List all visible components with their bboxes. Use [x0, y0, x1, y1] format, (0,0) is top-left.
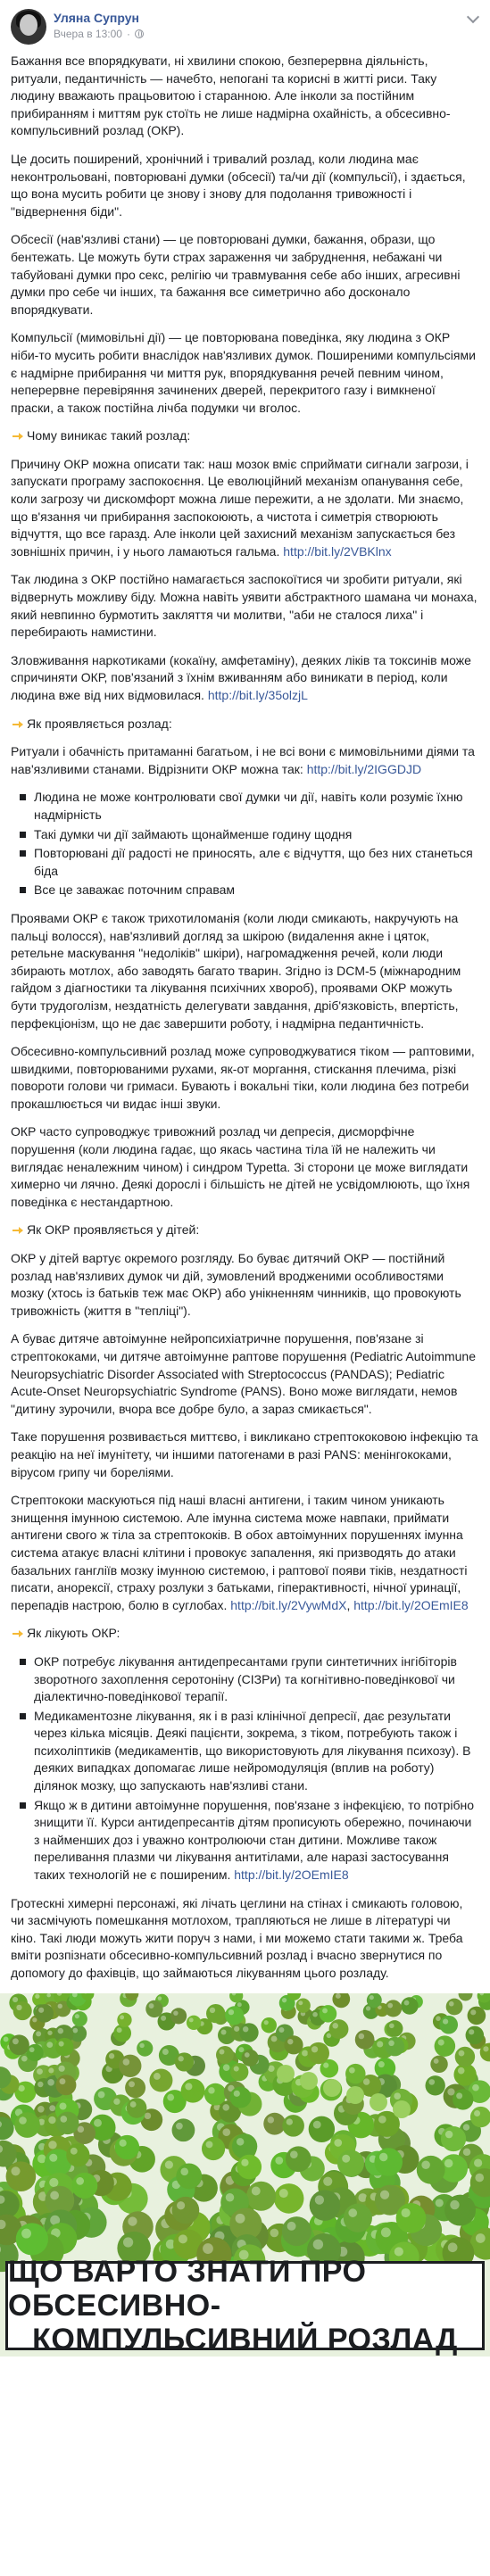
pea — [320, 2005, 337, 2023]
pea-highlight — [75, 2014, 79, 2018]
paragraph: Проявами ОКР є також трихотиломанія (коли люди смикають, накручують на пальці волосся), нав'язливий догляд за шкірою (видалення акне і цяток, ретельне маскування "недоліків" шкіри), нагромадження речей, коли люди збирають мотлох, або заводять багато тварин. Згідно із DCM-5 (міжнародним гайдом з діагностики та лікування психічних хвороб), проявами ОКР можуть бути трудоголізм, нездатність делегувати завдання, дріб'язковість, впертість, перфекціонізм, що не дає завершити роботу, і надмірна педантичність. — [11, 910, 461, 1031]
pea-highlight — [223, 2064, 230, 2071]
pea-highlight — [208, 2087, 214, 2093]
pea-highlight — [48, 2067, 54, 2073]
pea — [309, 2116, 335, 2141]
pea — [282, 2216, 311, 2246]
pea — [282, 2115, 304, 2137]
pea-highlight — [234, 2025, 239, 2031]
pea — [455, 2046, 475, 2066]
pea-highlight — [336, 1993, 341, 1999]
pea-highlight — [476, 2233, 486, 2243]
pea-highlight — [448, 2242, 458, 2252]
pea-highlight — [469, 2029, 474, 2034]
pea-highlight — [16, 2004, 21, 2009]
pea-highlight — [180, 2167, 188, 2175]
pea — [72, 2011, 87, 2026]
pea — [117, 2012, 131, 2026]
pea-highlight — [98, 2091, 105, 2098]
pea-highlight — [370, 1995, 374, 2000]
pea — [300, 2072, 318, 2090]
pea-highlight — [378, 2061, 385, 2067]
pea-highlight — [313, 2120, 321, 2128]
pea-highlight — [11, 2166, 20, 2175]
sep: · — [126, 28, 130, 40]
pea — [225, 2006, 244, 2025]
pea — [125, 2077, 145, 2098]
author-name[interactable]: Уляна Супрун — [54, 11, 139, 25]
pea-highlight — [348, 2208, 357, 2217]
pea — [277, 2065, 295, 2083]
pea-highlight — [154, 2073, 161, 2080]
pea-highlight — [377, 2041, 383, 2047]
pea — [237, 2154, 262, 2179]
pea — [346, 2086, 364, 2104]
pointing-hand-icon — [11, 1626, 25, 1640]
pea-highlight — [162, 2049, 169, 2055]
pea-highlight — [49, 2178, 58, 2187]
pea-highlight — [268, 2116, 274, 2123]
pea — [441, 2126, 466, 2151]
pea-highlight — [129, 2081, 135, 2087]
pea — [435, 2035, 456, 2057]
pea-highlight — [389, 2023, 394, 2028]
pea-highlight — [279, 2189, 288, 2198]
pea-highlight — [48, 2141, 56, 2149]
pea-highlight — [130, 2101, 137, 2108]
pea — [453, 2089, 473, 2109]
pea — [229, 2086, 251, 2108]
pea-highlight — [332, 2023, 338, 2029]
pea — [417, 2156, 445, 2184]
source-link[interactable]: http://bit.ly/2VBKlnx — [283, 543, 392, 559]
pea-highlight — [35, 1993, 39, 1998]
paragraph: ОКР у дітей вартує окремого розгляду. Бо буває дитячий ОКР — постійний розлад нав'язливих думок чи дій, зумовлений вродженими особливостями мозку (хтось із батьків теж має ОКР) або унікненням чинників, що провокують тривожність (життя в "тепліці"). — [11, 1251, 461, 1318]
pea-highlight — [421, 2160, 430, 2169]
pea-highlight — [434, 2058, 439, 2064]
pea-highlight — [189, 2017, 194, 2022]
pea — [329, 2019, 349, 2039]
pea-highlight — [58, 2027, 63, 2033]
pea — [149, 2068, 172, 2091]
pea-highlight — [76, 2177, 84, 2185]
pea — [370, 2093, 387, 2111]
pea-highlight — [71, 2147, 78, 2154]
pea — [310, 2190, 340, 2220]
source-link[interactable]: http://bit.ly/2VywMdX — [230, 1597, 347, 1612]
pea-highlight — [287, 2039, 293, 2044]
pea — [425, 2075, 444, 2095]
paragraph: Обсесії (нав'язливі стани) — це повторювані думки, бажання, образи, що бентежать. Це можуть бути страх зараження чи забруднення, небажані чи табуйовані думки про секс, релігію чи травмування себе або інших, агресивні думки про себе чи інших, та бажання все симетрично або досконало впорядкувати. — [11, 232, 461, 317]
pea — [137, 2040, 153, 2056]
image-caption-banner — [5, 2254, 485, 2357]
pea-highlight — [222, 2104, 229, 2111]
pea-highlight — [37, 2106, 45, 2113]
pea — [55, 2075, 76, 2095]
pea — [439, 2015, 458, 2033]
pea-highlight — [313, 2239, 323, 2249]
pea-highlight — [165, 2160, 173, 2168]
section-heading: Як ОКР проявляється у дітей: — [11, 1222, 479, 1239]
pea-highlight — [458, 2067, 465, 2074]
pea-highlight — [381, 2227, 391, 2237]
pea — [345, 2064, 366, 2084]
pea — [14, 2112, 40, 2138]
pea-highlight — [222, 2128, 230, 2136]
pea — [232, 2133, 257, 2158]
pea-highlight — [380, 2190, 389, 2199]
paragraph: Зловживання наркотиками (кокаїну, амфетаміну), деяких ліків та токсинів може спричиняти ОКР, пов'язаний з їхнім вживанням або виникати в період, коли людина вже від них відмовилася. http://bit.ly/35olzjL — [11, 652, 471, 702]
pea — [430, 2055, 447, 2072]
pea-highlight — [287, 2118, 293, 2125]
list-item: Медикаментозне лікування, як і в разі клінічної депресії, дає результати через кілька місяців. Деякі пацієнти, зокрема, з тіком, потребують також і психоліптиків (медикаментів, що використовують для лікування психозу). В деяких випадках допомагає лише нейромодуляція (вплив на роботу) ділянок мозку, що запускають нав'язливі стани. — [16, 1708, 479, 1795]
pea — [263, 2112, 286, 2134]
pea — [204, 2083, 227, 2105]
pea — [145, 2000, 162, 2017]
pea-highlight — [404, 2000, 410, 2005]
treatment-list — [11, 1653, 479, 1884]
pea-highlight — [438, 2039, 444, 2045]
pea-highlight — [275, 2157, 283, 2165]
pea-highlight — [48, 2116, 55, 2123]
section-heading: Як проявляється розлад: — [11, 716, 479, 733]
pea-highlight — [210, 2007, 215, 2012]
list-item: Повторювані дії радості не приносять, але є відчуття, що без них станеться біда — [16, 845, 479, 880]
pea-highlight — [474, 2110, 480, 2116]
pea-highlight — [483, 2046, 488, 2051]
pea-highlight — [245, 2052, 250, 2058]
pea — [172, 2196, 200, 2224]
pea — [386, 2036, 405, 2056]
pea-highlight — [322, 2008, 328, 2013]
post-meta — [54, 28, 144, 40]
pea — [355, 2030, 375, 2050]
pea-highlight — [176, 2122, 183, 2129]
post-timestamp[interactable]: Вчера в 13:00 — [54, 28, 122, 40]
pea-highlight — [59, 2041, 64, 2046]
pea-highlight — [36, 2031, 41, 2036]
pea — [446, 1998, 463, 2015]
section-heading: Як лікують ОКР: — [11, 1625, 479, 1643]
pea — [56, 2111, 79, 2133]
pea-highlight — [58, 2003, 62, 2008]
pea-highlight — [252, 2186, 261, 2195]
pea — [71, 2173, 97, 2199]
pea-highlight — [173, 2010, 178, 2015]
paragraph: Бажання все впорядкувати, ні хвилини спокою, безперервна діяльність, ритуали, педантичність — начебто, непогані та корисні в житті риси. Таку людину вважають працьовитою і старанною. Але інколи за постійним прибиранням і миттям рук стоїть не лише надмірна охайність, а обсесивно-компульсивний розлад (ОКР). — [11, 54, 451, 138]
pea-highlight — [474, 2158, 482, 2166]
pointing-hand-icon — [11, 1222, 25, 1237]
pea-highlight — [234, 2090, 240, 2096]
pea-highlight — [203, 2243, 213, 2254]
pea-highlight — [243, 2026, 248, 2032]
pea-highlight — [447, 2088, 454, 2095]
pea-highlight — [177, 2201, 185, 2209]
paragraph: Ритуали і обачність притаманні багатьом, і не всі вони є мимовільними діями та нав'язливими станами. Відрізнити ОКР можна так: http://bit.ly/2IGGDJD — [11, 744, 475, 776]
pea — [13, 2001, 32, 2020]
pea-highlight — [94, 2118, 102, 2126]
pea-highlight — [349, 2067, 355, 2073]
pea-highlight — [37, 2068, 43, 2075]
pea-highlight — [123, 2237, 133, 2247]
pea — [175, 2052, 194, 2071]
pea-highlight — [113, 2098, 120, 2104]
pea — [374, 2148, 403, 2176]
pea-highlight — [379, 2152, 387, 2160]
pea-highlight — [311, 2046, 318, 2052]
pea — [323, 2079, 341, 2097]
pea-highlight — [123, 2058, 130, 2066]
pea-highlight — [32, 2017, 37, 2022]
banner-title-line: ЩО ВАРТО ЗНАТИ ПРО ОБСЕСИВНО- — [8, 2254, 367, 2323]
pea-highlight — [128, 2216, 137, 2225]
pea-highlight — [312, 2012, 318, 2017]
pea — [202, 2136, 225, 2159]
pea-highlight — [206, 2141, 213, 2148]
pea-highlight — [475, 2173, 484, 2182]
list-item: Людина не може контролювати свої думки чи дії, навіть коли розуміє їхню надмірність — [16, 789, 479, 824]
pea — [344, 2203, 372, 2232]
list-item: Такі думки чи дії займають щонайменше годину щодня — [16, 826, 479, 844]
pea-highlight — [394, 2092, 401, 2100]
pea-highlight — [428, 2079, 435, 2085]
pea-highlight — [117, 2027, 122, 2033]
pea-highlight — [236, 2213, 245, 2223]
pea-highlight — [359, 2033, 365, 2039]
pea — [230, 2063, 248, 2081]
pea — [401, 1997, 418, 2014]
pea-highlight — [59, 2065, 65, 2071]
pea — [119, 2054, 141, 2076]
source-link[interactable]: http://bit.ly/35olzjL — [207, 688, 308, 702]
pointing-hand-icon — [11, 428, 25, 443]
pea-highlight — [387, 2002, 393, 2008]
pea-highlight — [12, 1997, 18, 2002]
pea-highlight — [237, 2138, 244, 2145]
pea-highlight — [298, 2000, 303, 2005]
post-header — [0, 0, 490, 53]
paragraph: Це досить поширений, хронічний і тривалий розлад, коли людина має неконтрольовані, повторювані думки (обсесії) та/чи дії (компульсії), і здається, що вона мусить робити це знову і знову для подолання тривожності і "відвернення біди". — [11, 151, 466, 219]
pea-highlight — [60, 2078, 66, 2084]
paragraph: Обсесивно-компульсивний розлад може супроводжуватися тіком — раптовими, швидкими, повторюваними рухами, як-от моргання, стискання плечима, різкі повороти голови чи гримаси. Бувають і вокальні тіки, коли людина без потреби прокашлюється чи видає інші звуки. — [11, 1044, 475, 1111]
pea — [385, 2000, 402, 2017]
pea — [55, 2037, 73, 2055]
pea-highlight — [179, 2056, 184, 2061]
pea-highlight — [47, 2030, 52, 2034]
pea-highlight — [221, 2029, 227, 2034]
pea-highlight — [158, 1996, 162, 2000]
pea — [239, 2023, 258, 2042]
pea — [115, 2134, 139, 2158]
pea-highlight — [29, 2047, 35, 2052]
pea-highlight — [378, 2116, 386, 2124]
paragraph: Так людина з ОКР постійно намагається заспокоїтися чи зробити ритуали, які відвернуть можливу біду. Можна навіть уявити абстрактного шамана чи монаха, який невпинно бурмотить закляття чи молитви, "аби не сталося лиха" і перебирають намистини. — [11, 572, 478, 640]
pea-highlight — [278, 2027, 284, 2033]
pea-highlight — [402, 2208, 411, 2217]
pea-highlight — [270, 2228, 278, 2237]
pea-highlight — [60, 2116, 67, 2123]
pea-highlight — [19, 2084, 25, 2091]
pea — [242, 2049, 259, 2066]
pea-highlight — [445, 2131, 453, 2138]
pea — [9, 2034, 29, 2055]
banner-title-line: КОМПУЛЬСИВНИЙ РОЗЛАД — [32, 2322, 458, 2357]
pea — [284, 2035, 303, 2054]
pea-highlight — [388, 2040, 394, 2045]
pea-highlight — [78, 2125, 84, 2132]
pea-highlight — [226, 2193, 235, 2202]
pea — [181, 2078, 205, 2102]
pea-highlight — [234, 2066, 239, 2071]
source-link[interactable]: http://bit.ly/2OEmIE8 — [234, 1868, 349, 1883]
pea-highlight — [120, 2015, 124, 2019]
pea-highlight — [436, 2199, 444, 2207]
list-item: Все це заважає поточним справам — [16, 882, 479, 899]
pea-highlight — [459, 2050, 465, 2056]
pea-highlight — [443, 2018, 448, 2024]
pea-highlight — [342, 2154, 350, 2162]
list-item: Якщо ж в дитини автоімунне порушення, пов'язане з інфекцією, то потрібно знищити її. Курси антидепресантів дітям прописують обережно, починаючи з найменших доз і уважно контролюючи стан дитини. Можливе також переливання плазми чи лікування антитілами, але наразі застосування таких технологій не є поширеним. http://bit.ly/2OEmIE8 — [16, 1797, 479, 1884]
pea — [16, 2223, 48, 2255]
pea — [127, 2098, 147, 2118]
pea-highlight — [37, 2081, 43, 2086]
pea-highlight — [228, 2009, 234, 2015]
pea — [216, 2046, 234, 2064]
pea-highlight — [21, 2055, 28, 2061]
pea-highlight — [238, 2047, 244, 2052]
pea-highlight — [449, 2001, 454, 2007]
pea — [246, 2181, 276, 2210]
paragraph: ОКР часто супроводжує тривожний розлад чи депресія, дисморфічне порушення (коли людина гадає, що якась частина тіла їй не належить чи виглядає неналежним чином) і синдром Турetta. Зі сторони це може виглядати химерно чи лячно. Деякі дорослі і більшість не дітей не усвідомлюють, що їхня поведінка є нестандартною. — [11, 1124, 470, 1209]
pea-highlight — [72, 2027, 78, 2033]
pea-highlight — [49, 2153, 57, 2161]
pea-highlight — [315, 2195, 324, 2204]
paragraph: Гротескні химерні персонажі, які лічать цеглини на стінах і смикають головою, чи засмічують помешкання мотлохом, трапляються не лише в літературі чи кіно. Такі люди можуть жити поруч з нами, і ми можемо стати такими ж. Треба вміти розпізнати обсесивно-компульсивний розлад і вчасно звернутися по допомогу до фахівців, що займаються лікуванням цього розладу. — [11, 1895, 463, 1980]
pea-highlight — [49, 2105, 55, 2111]
pea — [6, 2161, 37, 2191]
pea — [35, 2004, 54, 2023]
pea-highlight — [436, 2016, 441, 2021]
pea — [274, 2183, 304, 2214]
pea-highlight — [323, 2062, 328, 2067]
pea-highlight — [363, 2078, 370, 2084]
pea-highlight — [19, 2116, 27, 2125]
pea-highlight — [47, 2079, 54, 2086]
pea-highlight — [282, 1998, 287, 2002]
paragraph: Стрептококи маскуються під наші власні антигени, і таким чином уникають знищення імунною системою. Але імунна система може навпаки, приймати антигени свого ж тіла за стрептококів. В обох автоімунних порушеннях імунна система атакує власні клітини і провокує запалення, які призводять до атаки базальних гангліїв мозку імунною системою, і раптової появи тіків, нездатності писати, анорексії, страху розлуки з батьками, гіперактивності, нічної уринації, перепадів настрою, болю в суглобах. http://bit.ly/2VywMdX, http://bit.ly/2OEmIE8 — [11, 1493, 469, 1612]
pea-highlight — [456, 2092, 462, 2099]
pea — [66, 2143, 89, 2166]
pea-highlight — [50, 2191, 59, 2199]
pea-highlight — [302, 2050, 308, 2056]
pea-highlight — [109, 2053, 114, 2058]
pea-highlight — [139, 2042, 144, 2047]
pea-highlight — [185, 2083, 192, 2090]
chevron-down-icon[interactable] — [467, 11, 479, 23]
section-heading: Чому виникає такий розлад: — [11, 427, 479, 445]
pea-highlight — [366, 2006, 370, 2010]
pea-highlight — [271, 2035, 278, 2042]
pea-highlight — [472, 2083, 479, 2091]
criteria-list — [11, 789, 479, 899]
pea — [113, 2024, 131, 2042]
pea — [286, 2146, 311, 2172]
pea-highlight — [4, 2036, 9, 2042]
pea-highlight — [264, 2020, 269, 2025]
pea — [337, 2149, 364, 2176]
pea-highlight — [46, 2042, 53, 2048]
paragraph: Причину ОКР можна описати так: наш мозок вміє сприймати сигнали загрози, і запускати програму заспокоєння. Це еволюційний механізм опанування себе, коли загрозу чи дискомфорт можна лише пережити, а не здолати. Ми знаємо, що в'язання чи прибирання заспокоюють, а чистота і симетрія створюють відчуття, що все гаразд. Але інколи цей захисний механізм запускається без зовнішніх причин, і у нього ламаються гальма. http://bit.ly/2VBKlnx — [11, 456, 469, 559]
pea-highlight — [12, 2038, 19, 2044]
pea-highlight — [241, 2158, 248, 2166]
pea — [308, 2042, 329, 2063]
pea — [172, 2118, 195, 2141]
pea-highlight — [470, 2009, 476, 2015]
pea-highlight — [450, 2199, 459, 2208]
pea — [170, 2008, 187, 2024]
author-avatar[interactable] — [11, 9, 46, 45]
pea-highlight — [38, 2007, 44, 2012]
pea-highlight — [59, 2102, 66, 2109]
pea-highlight — [145, 2112, 151, 2118]
pea-highlight — [323, 2176, 332, 2185]
source-link[interactable]: http://bit.ly/2IGGDJD — [306, 761, 422, 776]
list-item: ОКР потребує лікування антидепресантами групи синтетичних інгібіторів зворотного захоплення серотоніну (СІЗРи) та когнітивно-поведінкової чи діалектично-поведінкової терапії. — [16, 1653, 479, 1706]
pea-highlight — [463, 2148, 470, 2155]
pea — [386, 2020, 403, 2037]
pea-highlight — [46, 1993, 51, 1997]
post-text — [0, 53, 490, 1983]
pea-highlight — [179, 2234, 187, 2243]
pointing-hand-icon — [11, 716, 25, 731]
pea — [187, 2015, 201, 2029]
pea — [466, 2025, 485, 2044]
source-link[interactable]: http://bit.ly/2OEmIE8 — [353, 1597, 469, 1612]
pea-highlight — [219, 2049, 224, 2054]
pea — [296, 1998, 311, 2012]
pea-highlight — [167, 2093, 174, 2100]
pea — [393, 2100, 411, 2118]
pea-highlight — [161, 2015, 166, 2020]
paragraph: Таке порушення розвивається миттєво, і викликано стрептококовою інфекцію та реакцію на неї імунітету, чи іншими патогенами в разі PANS: менінгококами, вірусом грипу чи бореліями. — [11, 1429, 478, 1479]
pea-highlight — [149, 2003, 154, 2009]
pea-highlight — [287, 2221, 296, 2230]
pea-highlight — [463, 2124, 469, 2130]
pea-highlight — [237, 2002, 242, 2007]
pea-highlight — [290, 2150, 298, 2158]
pea — [262, 2017, 277, 2033]
globe-icon[interactable] — [135, 29, 144, 38]
pea-highlight — [334, 2139, 342, 2147]
pea-highlight — [444, 2158, 453, 2166]
paragraph: А буває дитяче автоімунне нейропсихіатричне порушення, пов'язане зі стрептококами, чи дитяче автоімунне раптове порушення (Pediatric Autoimmune Neuropsychiatric Disorder Associated with Streptococcus (PANDAS); Pediatric Acute-Onset Neuropsychiatric Syndrome (PANS). Воно може виглядати, немов "дитину зурочили, вчора все добре було, а зараз смикається". — [11, 1331, 477, 1416]
pea — [176, 2163, 202, 2189]
post-image[interactable] — [0, 1993, 490, 2357]
pea — [396, 2203, 427, 2233]
paragraph: Компульсії (мимовільні дії) — це повторювана поведінка, яку людина з ОКР ніби-то мусить робити внаслідок нав'язливих думок. Поширеними компульсіями є надмірне прибирання чи миття рук, впорядкування речей певним чином, неперервне перевіряння зачинених дверей, перекритого газу і вимкненої праски, а також постійна лічба подумки чи вголос. — [11, 330, 476, 415]
pea-highlight — [120, 2139, 127, 2146]
pea — [444, 2194, 476, 2225]
pea-highlight — [21, 2228, 31, 2238]
